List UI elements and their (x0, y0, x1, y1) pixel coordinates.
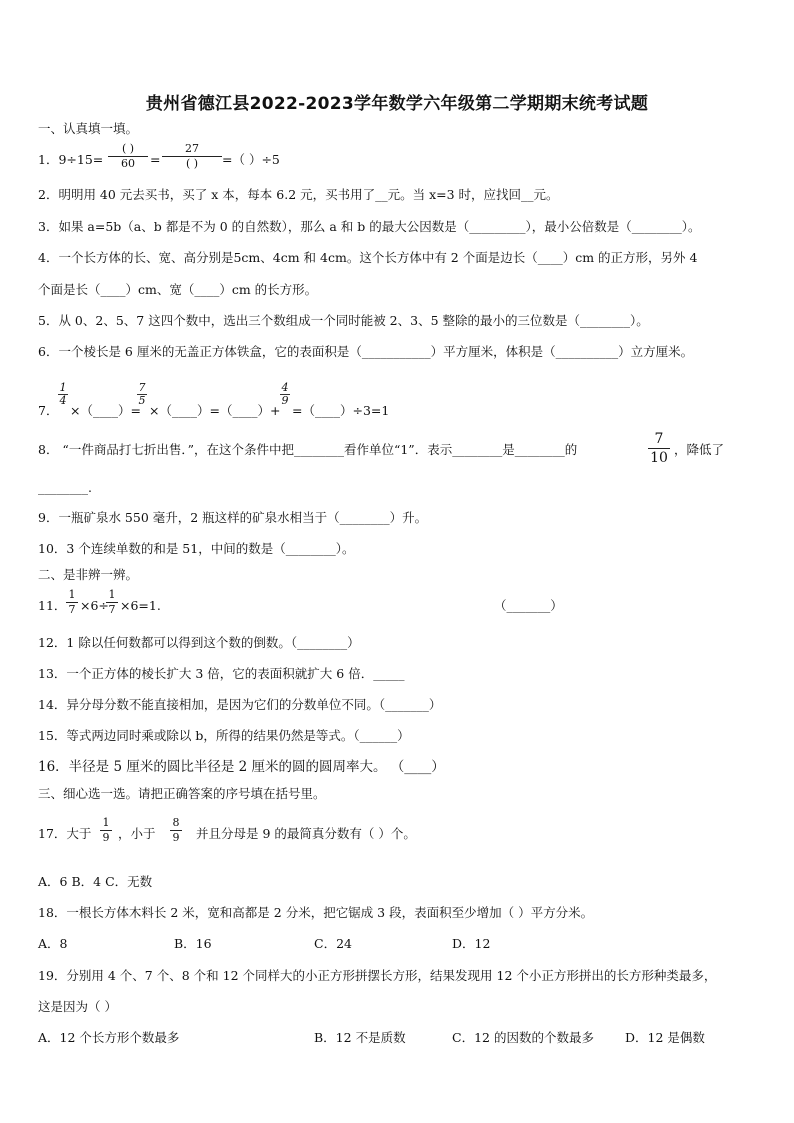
q19-option-d: D．12 是偶数 (625, 1030, 705, 1045)
question-9: 9．一瓶矿泉水 550 毫升，2 瓶这样的矿泉水相当于（________）升。 (38, 510, 428, 525)
q17-fraction-2-denominator: 9 (172, 831, 180, 844)
question-4-line-1: 4．一个长方体的长、宽、高分别是5cm、4cm 和 4cm。这个长方体中有 2 个面是边长（____）cm 的正方形，另外 4 (38, 250, 698, 265)
q1-fraction-1-denominator: 60 (121, 157, 135, 170)
page-title: 贵州省德江县2022-2023学年数学六年级第二学期期末统考试题 (145, 94, 649, 114)
q11-fraction-1-denominator: 7 (68, 603, 76, 616)
q7-fraction-1 (58, 382, 68, 407)
q17-fraction-1-denominator: 9 (102, 831, 110, 844)
q11-fraction-1-numerator: 1 (66, 589, 78, 603)
q11-answer-blank: （_______） (494, 598, 563, 613)
q7-text-1: ×（____）= (70, 403, 141, 418)
q11-fraction-2-numerator: 1 (106, 589, 118, 603)
q7-fraction-2-denominator: 5 (138, 394, 146, 407)
q1-equals: = (150, 152, 161, 167)
q11-fraction-2 (106, 589, 118, 616)
q7-fraction-3 (280, 382, 290, 407)
q8-line-2: ________. (38, 480, 92, 495)
q17-options: A．6 B．4 C．无数 (38, 874, 153, 889)
q7-text-3: =（____）÷3=1 (292, 403, 390, 418)
question-4-line-2: 个面是长（____）cm、宽（____）cm 的长方形。 (38, 282, 318, 297)
q8-fraction-denominator: 10 (650, 450, 668, 466)
question-6: 6．一个棱长是 6 厘米的无盖正方体铁盒，它的表面积是（___________）平方厘米，体积是（__________）立方厘米。 (38, 344, 694, 359)
q11-fraction-2-denominator: 7 (108, 603, 116, 616)
q18-option-b: B．16 (174, 936, 212, 951)
q7-fraction-3-numerator: 4 (281, 381, 289, 394)
question-10: 10．3 个连续单数的和是 51，中间的数是（________）。 (38, 541, 355, 556)
q7-fraction-2 (137, 382, 147, 407)
section-heading-fill: 一、认真填一填。 (38, 121, 139, 136)
q8-fraction-numerator: 7 (648, 431, 670, 449)
q19-option-b: B．12 不是质数 (314, 1030, 406, 1045)
q18-option-d: D．12 (452, 936, 491, 951)
question-3: 3．如果 a=5b（a、b 都是不为 0 的自然数），那么 a 和 b 的最大公因数是（_________），最小公倍数是（________）。 (38, 219, 701, 234)
question-15: 15．等式两边同时乘或除以 b，所得的结果仍然是等式。（______） (38, 728, 410, 743)
q19-option-a: A．12 个长方形个数最多 (38, 1030, 180, 1045)
q17-fraction-2 (170, 817, 182, 844)
q7-fraction-2-numerator: 7 (138, 381, 146, 394)
q7-fraction-3-denominator: 9 (281, 394, 289, 407)
q7-fraction-1-numerator: 1 (59, 381, 67, 394)
q17-suffix: 并且分母是 9 的最简真分数有（ ）个。 (196, 826, 416, 841)
q18-text: 18．一根长方体木料长 2 米，宽和高都是 2 分米，把它锯成 3 段，表面积至少增加（ ）平方分米。 (38, 905, 594, 920)
question-16: 16．半径是 5 厘米的圆比半径是 2 厘米的圆的圆周率大。 （____） (38, 759, 445, 775)
q8-line-1: 8． “一件商品打七折出售．”，在这个条件中把________看作单位“1”．表示________是________的 (38, 442, 578, 457)
q1-fraction-1-numerator: ( ) (108, 143, 148, 157)
section-heading-choice: 三、细心选一选。请把正确答案的序号填在括号里。 (38, 786, 326, 801)
q1-fraction-2-denominator: ( ) (185, 157, 199, 170)
q7-fraction-1-denominator: 4 (59, 394, 67, 407)
question-5: 5．从 0、2、5、7 这四个数中，选出三个数组成一个同时能被 2、3、5 整除的最小的三位数是（________）。 (38, 313, 649, 328)
q1-suffix: =（ ）÷5 (222, 152, 280, 167)
section-heading-judge: 二、是非辨一辨。 (38, 567, 139, 582)
q19-option-c: C．12 的因数的个数最多 (452, 1030, 594, 1045)
q1-prefix: 1．9÷15= (38, 152, 104, 167)
question-12: 12．1 除以任何数都可以得到这个数的倒数。（________） (38, 635, 360, 650)
q17-middle: ，小于 (118, 826, 156, 841)
q17-fraction-1 (100, 817, 112, 844)
q7-prefix: 7． (38, 403, 59, 418)
q11-prefix: 11． (38, 598, 67, 613)
q17-fraction-1-numerator: 1 (100, 817, 112, 831)
q8-tail: ，降低了 (674, 442, 725, 457)
q18-option-c: C．24 (314, 936, 352, 951)
q19-line-1: 19．分别用 4 个、7 个、8 个和 12 个同样大的小正方形拼摆长方形，结果发现用 12 个小正方形拼出的长方形种类最多， (38, 968, 717, 983)
q17-fraction-2-numerator: 8 (170, 817, 182, 831)
q11-fraction-1 (66, 589, 78, 616)
q17-prefix: 17．大于 (38, 826, 92, 841)
question-14: 14．异分母分数不能直接相加，是因为它们的分数单位不同。（_______） (38, 697, 442, 712)
q1-fraction-2 (162, 143, 222, 170)
q1-fraction-1 (108, 143, 148, 170)
question-2: 2．明明用 40 元去买书，买了 x 本，每本 6.2 元，买书用了__元。当 x=3 时，应找回__元。 (38, 187, 559, 202)
q8-fraction (648, 431, 670, 466)
q11-suffix: ×6=1. (120, 598, 161, 613)
q19-line-2: 这是因为（ ） (38, 999, 117, 1014)
question-13: 13．一个正方体的棱长扩大 3 倍，它的表面积就扩大 6 倍．_____ (38, 666, 405, 681)
q1-fraction-2-numerator: 27 (162, 143, 222, 157)
q18-option-a: A．8 (38, 936, 68, 951)
q7-text-2: ×（____）=（____）+ (149, 403, 281, 418)
q11-middle: ×6÷ (80, 598, 109, 613)
